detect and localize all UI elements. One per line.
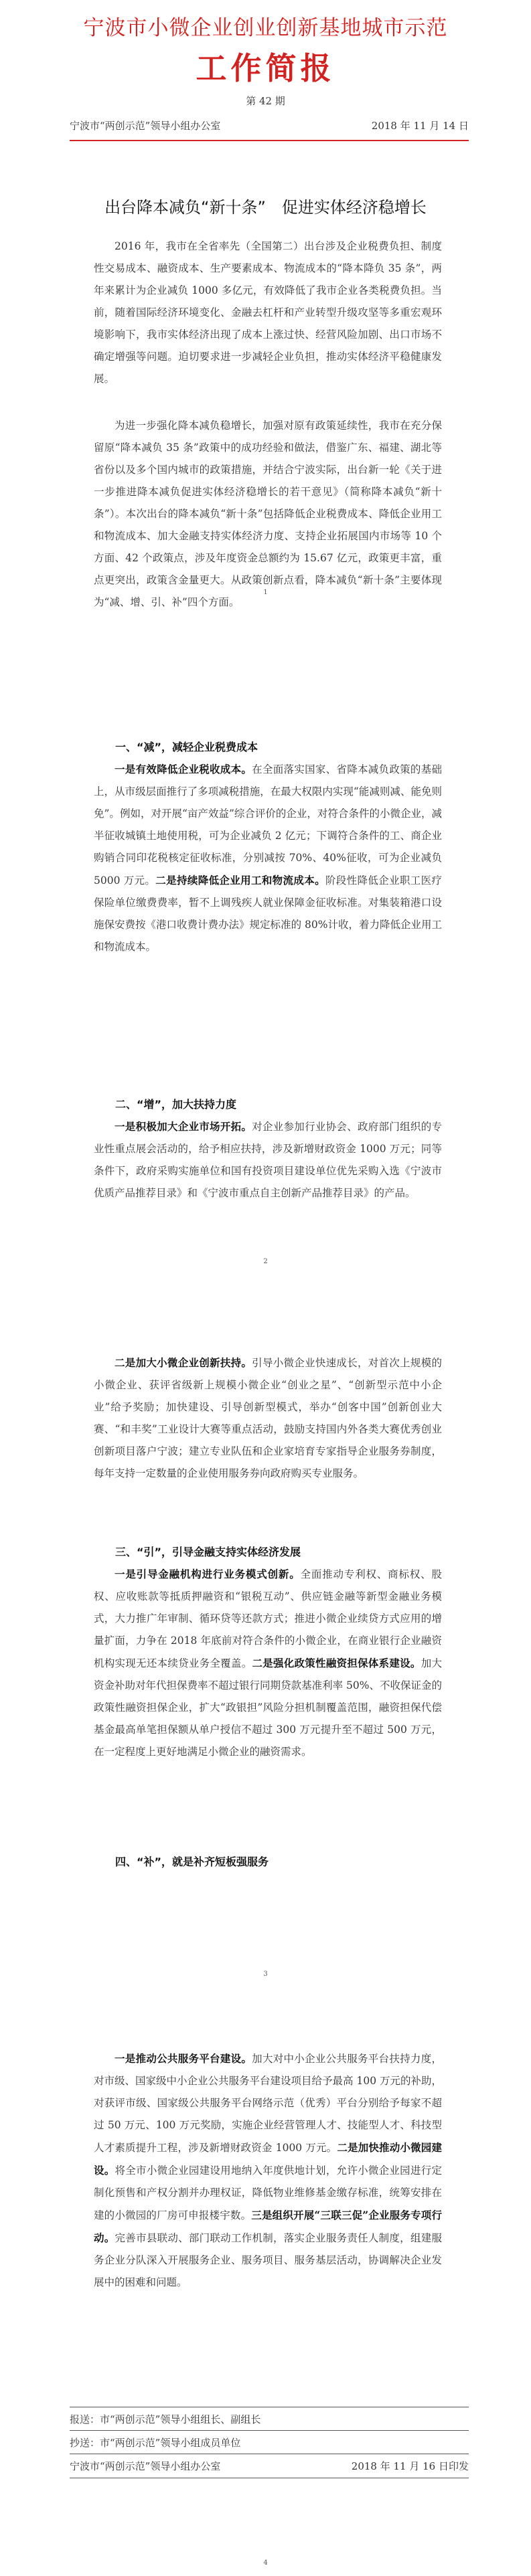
- section-2-lead-1: 一是积极加大企业市场开拓。: [115, 1120, 252, 1133]
- intro-paragraph-1: 2016 年，我市在全省率先（全国第二）出台涉及企业税费负担、制度性交易成本、融资成本、生产要素成本、物流成本的“降本降负 35 条”，两年来累计为企业减负 1000 多亿元，有效降低了我市企业各类税费负担。当前，随着国际经济环境变化、金融去杠杆和产业转型升级攻坚等多重宏观环境影响下，我市实体经济出现了成本上涨过快、经营风险加剧、出口市场不确定增强等问题。迫切要求进一步减轻企业负担，推动实体经济平稳健康发展。: [94, 240, 442, 385]
- section-2-paragraph-2: [94, 1352, 442, 1485]
- section-heading-3: 三、“引”，引导金融支持实体经济发展: [115, 1546, 301, 1558]
- section-1-text-2: 阶段性降低企业职工医疗保险单位缴费费率，暂不上调残疾人就业保障金征收标准。对集装箱港口设施保安费按《港口收费计费办法》规定标准的 80%计收，着力降低企业用工和物流成本。: [94, 875, 442, 953]
- section-4-text-3: 完善市县联动、部门联动工作机制，落实企业服务责任人制度，组建服务企业分队深入开展服务企业、服务项目、服务基层活动，协调解决企业发展中的困难和问题。: [94, 2232, 442, 2288]
- article-title: 出台降本减负“新十条” 促进实体经济稳增长: [104, 198, 427, 217]
- footer-send-to: 报送：市“两创示范”领导小组组长、副组长: [70, 2413, 261, 2425]
- section-3-lead-2: 二是强化政策性融资担保体系建设。: [252, 1657, 421, 1669]
- footer-rule-mid: [70, 2430, 469, 2431]
- issue-number: 第 42 期: [246, 95, 285, 107]
- page-number: 4: [263, 2559, 268, 2567]
- section-1-lead-2: 二是持续降低企业用工和物流成本。: [155, 874, 325, 887]
- section-1-lead-1: 一是有效降低企业税收成本。: [115, 763, 252, 775]
- section-heading-1: 一、“减”，减轻企业税费成本: [115, 741, 258, 753]
- section-4-lead-3: 三是组织开展“三联三促”企业服务专项行动。: [94, 2209, 442, 2244]
- section-1-paragraph: [94, 758, 442, 958]
- footer-issuer-row: [70, 2459, 469, 2475]
- section-3-lead-1: 一是引导金融机构进行业务模式创新。: [115, 1568, 301, 1580]
- section-4-paragraph: [94, 2047, 442, 2294]
- footer-copy-to: 抄送：市“两创示范”领导小组成员单位: [70, 2437, 241, 2449]
- footer-issue-date: 2018 年 11 月 16 日印发: [351, 2460, 469, 2472]
- intro-paragraph-2: 为进一步强化降本减负稳增长，加强对原有政策延续性，我市在充分保留原“降本减负 35 条”政策中的成功经验和做法，借鉴广东、福建、湖北等省份以及多个国内城市的政策措施，并结合宁波实际，出台新一轮《关于进一步推进降本减负促进实体经济稳增长的若干意见》（简称降本减负“新十条”）。本次出台的降本减负“新十条”包括降低企业税费成本、降低企业用工和物流成本、加大金融支持实体经济力度、支持企业拓展国内市场等 10 个方面、42 个政策点，涉及年度资金总额约为 15.67 亿元，政策更丰富，重点更突出，政策含金量更大。从政策创新点看，降本减负“新十条”主要体现为“减、增、引、补”四个方面。: [94, 420, 442, 608]
- section-3-text-2: 加大资金补助对年代担保费率不超过银行同期贷款基准利率 50%、不收保证金的政策性融资担保企业，扩大“政银担”风险分担机制覆盖范围，融资担保代偿基金最高单笔担保额从单户授信不超过 300 万元提升至不超过 500 万元，在一定程度上更好地满足小微企业的融资需求。: [94, 1657, 442, 1758]
- page-number: 3: [263, 1970, 268, 1978]
- section-4-lead-1: 一是推动公共服务平台建设。: [115, 2052, 252, 2065]
- section-4-lead-2: 二是加快推动小微园建设。: [94, 2141, 442, 2177]
- page-number: 1: [263, 589, 268, 596]
- section-1-text-1: 在全面落实国家、省降本减负政策的基础上，从市级层面推行了多项减税措施，在最大权限内实现“能减则减、能免则免”。例如，对开展“亩产效益”综合评价的企业，对符合条件的小微企业，减半征收城镇土地使用税，可为企业减负 2 亿元；下调符合条件的工、商企业购销合同印花税核定征收标准，分别减按 70%、40%征收，可为企业减负 5000 万元。: [94, 763, 442, 887]
- bulletin-title: 工作简报: [196, 50, 335, 86]
- section-2-paragraph-1: [94, 1115, 442, 1204]
- issue-date: 2018 年 11 月 14 日: [371, 120, 469, 132]
- page-number: 2: [263, 1258, 268, 1265]
- section-2-lead-2: 二是加大小微企业创新扶持。: [115, 1356, 252, 1369]
- issuer-row: [70, 118, 469, 134]
- header-red-rule: [70, 140, 469, 141]
- section-3-text-1: 全面推动专利权、商标权、股权、应收账款等抵质押融资和“银税互动”、供应链金融等新型金融业务模式，大力推广年审制、循环贷等还款方式；推进小微企业续贷方式应用的增量扩面，力争在 2018 年底前对符合条件的小微企业，在商业银行企业融资机构实现无还本续贷业务全覆盖。: [94, 1568, 442, 1669]
- section-3-paragraph: [94, 1563, 442, 1763]
- section-4-text-1: 加大对中小企业公共服务平台扶持力度，对市级、国家级中小企业公共服务平台建设项目给予最高 100 万元的补助，对获评市级、国家级公共服务平台网络示范（优秀）平台分别给予每家不超过 50 万元、100 万元奖励，实施企业经营管理人才、技能型人才、科技型人才素质提升工程，涉及新增财政资金 1000 万元。: [94, 2053, 442, 2154]
- issuer-office: 宁波市“两创示范”领导小组办公室: [70, 120, 221, 132]
- section-2-text-2: 引导小微企业快速成长，对首次上规模的小微企业、获评省级新上规模小微企业“创业之星”、“创新型示范中小企业”给予奖励；加快建设、引导创新型模式，举办“创客中国”创新创业大赛、“和丰奖”工业设计大赛等重点活动，鼓励支持国内外各类大赛优秀创业创新项目落户宁波；建立专业队伍和企业家培育专家指导企业服务券制度，每年支持一定数量的企业使用服务券向政府购买专业服务。: [94, 1357, 442, 1479]
- bulletin-org-line: 宁波市小微企业创业创新基地城市示范: [83, 16, 448, 40]
- section-heading-2: 二、“增”，加大扶持力度: [115, 1098, 237, 1111]
- section-heading-4: 四、“补”，就是补齐短板强服务: [115, 1855, 269, 1868]
- footer-issuer: 宁波市“两创示范”领导小组办公室: [70, 2460, 221, 2472]
- section-2-text-1: 对企业参加行业协会、政府部门组织的专业性重点展会活动的，给予相应扶持，涉及新增财政资金 1000 万元；同等条件下，政府采购实施单位和国有投资项目建设单位优先采购入选《宁波市优质产品推荐目录》和《宁波市重点自主创新产品推荐目录》的产品。: [94, 1121, 442, 1199]
- section-4-text-2: 将全市小微企业园建设用地纳入年度供地计划，允许小微企业园进行定制化预售和产权分割并办理权证，降低物业维修基金缴存标准，统筹安排在建的小微园的厂房可申报楼宇数。: [94, 2165, 442, 2221]
